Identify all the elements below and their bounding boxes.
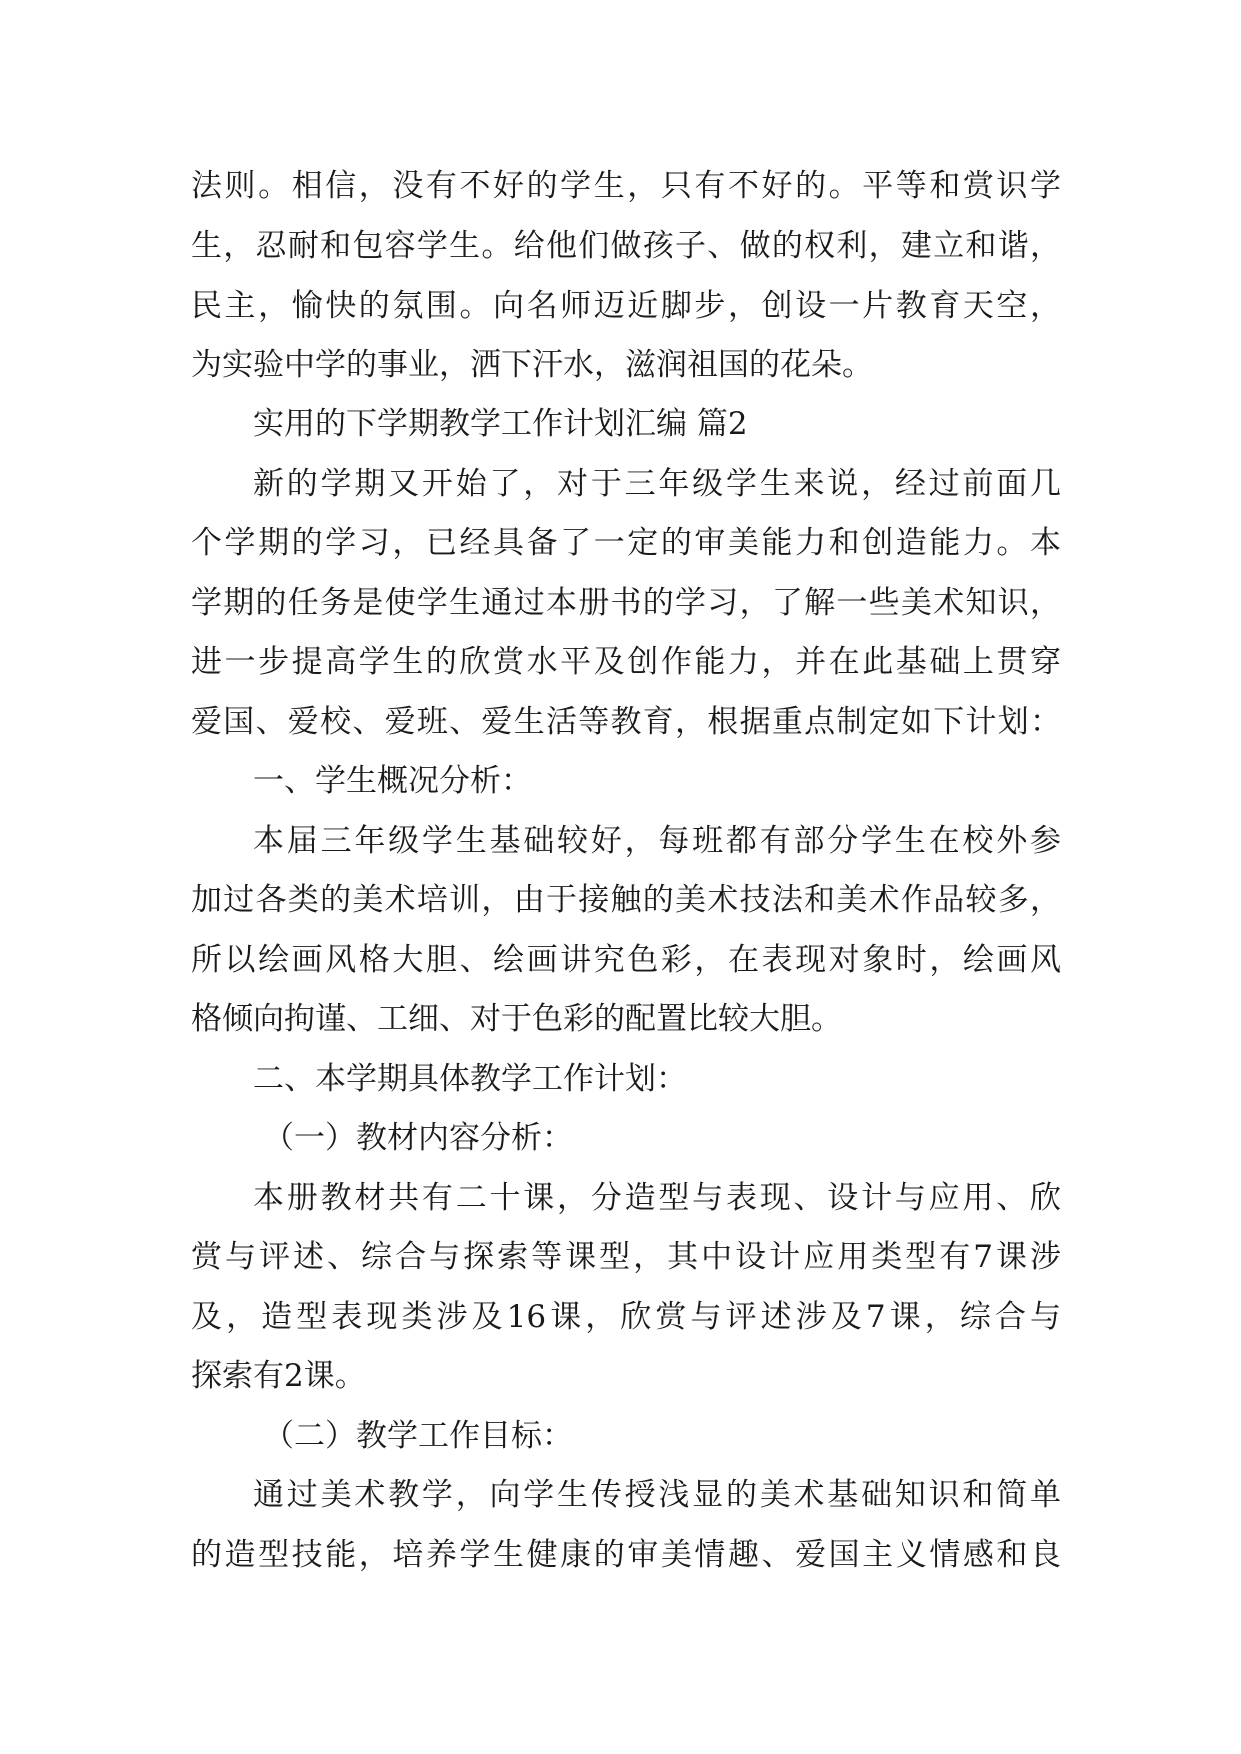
text-line: 爱国、爱校、爱班、爱生活等教育，根据重点制定如下计划： — [191, 704, 1061, 740]
text-line: 通过美术教学，向学生传授浅显的美术基础知识和简单 — [253, 1477, 1061, 1513]
text-line: 进一步提高学生的欣赏水平及创作能力，并在此基础上贯穿 — [191, 644, 1061, 680]
subheading: （二）教学工作目标： — [263, 1418, 573, 1454]
section-heading: 实用的下学期教学工作计划汇编 篇2 — [253, 406, 748, 442]
subheading: 二、本学期具体教学工作计划： — [253, 1061, 687, 1097]
text-line: 为实验中学的事业，洒下汗水，滋润祖国的花朵。 — [191, 347, 873, 383]
text-line: 及，造型表现类涉及16课，欣赏与评述涉及7课，综合与 — [191, 1299, 1061, 1335]
text-line: 学期的任务是使学生通过本册书的学习，了解一些美术知识， — [191, 585, 1061, 621]
text-line: 的造型技能，培养学生健康的审美情趣、爱国主义情感和良 — [191, 1537, 1061, 1573]
text-line: 民主，愉快的氛围。向名师迈近脚步，创设一片教育天空， — [191, 288, 1061, 324]
text-line: 格倾向拘谨、工细、对于色彩的配置比较大胆。 — [191, 1001, 842, 1037]
text-line: 新的学期又开始了，对于三年级学生来说，经过前面几 — [253, 466, 1061, 502]
text-line: 个学期的学习，已经具备了一定的审美能力和创造能力。本 — [191, 525, 1061, 561]
subheading: 一、学生概况分析： — [253, 763, 532, 799]
text-line: 本册教材共有二十课，分造型与表现、设计与应用、欣 — [253, 1180, 1061, 1216]
text-line: 所以绘画风格大胆、绘画讲究色彩，在表现对象时，绘画风 — [191, 942, 1061, 978]
text-line: 本届三年级学生基础较好，每班都有部分学生在校外参 — [253, 823, 1061, 859]
text-line: 生，忍耐和包容学生。给他们做孩子、做的权利，建立和谐， — [191, 228, 1061, 264]
text-line: 赏与评述、综合与探索等课型，其中设计应用类型有7课涉 — [191, 1239, 1061, 1275]
subheading: （一）教材内容分析： — [263, 1120, 573, 1156]
text-line: 法则。相信，没有不好的学生，只有不好的。平等和赏识学 — [191, 168, 1061, 204]
text-line: 探索有2课。 — [191, 1358, 366, 1394]
text-line: 加过各类的美术培训，由于接触的美术技法和美术作品较多， — [191, 882, 1061, 918]
